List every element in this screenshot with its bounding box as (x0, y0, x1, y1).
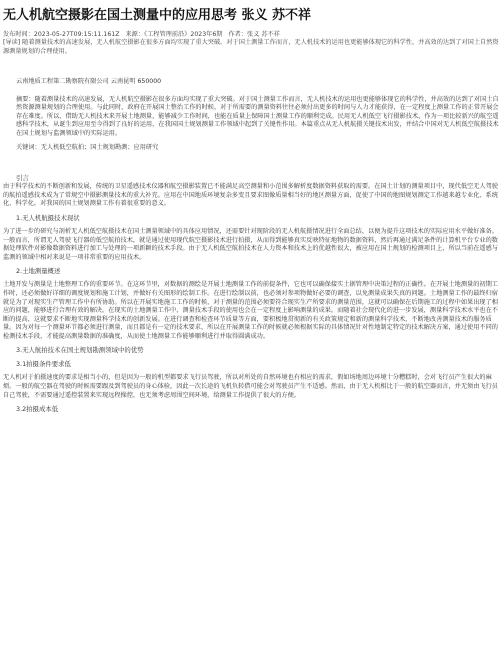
section-heading-2: 2.土地测量概述 (16, 267, 61, 276)
section-heading-3-2: 3.2拍摄成本低 (16, 405, 59, 414)
section-3-1-paragraph: 无人机对于拍摄速度的要求是相当小的，但是因为一般的机型都要求飞行员驾驶，所以对所处的自然环境也有相应的需求，假如场地周边环境十分糟糕时，会对飞行员产生很大的麻烦。一般的航空器在驾驶的时候需要跟及到驾驶员的身心体验，因此一次长途的飞机负转借可能会对驾驶员产生不适感。然而，由于无人机相比于一般的航空器而言，并无须由飞行员自己驾驶，不需要通过遥控装置来实现远程操控，也无须考虑周围空间环境，给测量工作提供了很大的方便。 (3, 374, 498, 399)
article-title: 无人机航空摄影在国土测量中的应用思考 张义 苏不祥 (3, 8, 312, 23)
abstract: 摘要：随着测量技术的高速发展，无人机航空摄影在很多方面均实现了重大突破。对于国土测量工作而言，无人机技术的运用也更能够体现它的科学性，并高效的达到了对国土自然资源测量规划的合理使用。与此同时，政府在开展国土整治工作的时候，对于所需要的测量资料往往必须付出更多的时间与人力才能获得，在一定程度上测量工作的正常开展会存在难度。所以，借助无人机技术来开展土地测量，能够减少工作时间，也能在质量上保障国土测量工作的顺利完成。民用无人机低空飞行摄影技术，作为一项比较新兴的航空遥感科学技术，从诞生到应用至今得到了良好的运用，在我国国土规划测量工作领域中起到了关键性作用。本篇重点从无人机航摄关键技术出发，并结合中国对无人机低空航摄技术在国土规划与监测领域中的实际运用。 (16, 95, 499, 137)
affiliation: 云南地质工程第二勘察院有限公司 云南昆明 650000 (16, 78, 162, 85)
intro-paragraph: 由于科学技术的不断创新和发展，传统的卫星遥感技术仪器和航空摄影装置已不能满足高空测量和小范围多解析度数据资料获取的需要。在国土计划的测量项目中，现代低空无人驾驶的航拍遥感技术成为了常规空中摄影测量技术的重大补充。应用在中国地质环境复杂多变且要求图像质量相当好的地区测量方面，促使了中国的地图规划测定工作越来越专业化、系统化、科学化。对我国的国土规划测量工作有着很重要的意义。 (3, 183, 498, 208)
author: 作者：张义 苏不祥 (228, 31, 280, 38)
publish-time: 发布时间：2023-05-27T09:15:11.161Z (3, 31, 120, 38)
section-2-paragraph: 土地开发与测量是土地整理工作的重要环节。在这环节里，对数据的测绘是开展土地测量工作的前提条件，它也可以确保接实土据管理中决策过程的正确性。在开展土地测量的初期工作时，还必须做好详细的调度规划和施工计划，并做好有关图形的绘制工作。在进行绘制以前，也必须对参项物做好必要的调查，以免测量成果失真的问题。土地测量工作的最终归宿就是为了对现实生产管理工作中有所协助。所以在开展实地施工工作的时候，对于测量的范围必须要符合现实生产所要求的测量范围，这就可以确保在后期施工的过程中如果出现了相应的问题，能够进行合理有效的解决。在现实的土地测量工作中，测量技术手段的使用也会在一定程度上影响测量的成果。而随着社会现代化的进一步发展，测量科学技术水平也在不断的提高，这就要求不断地实现测量科学技术的创新发展。在进行调查和检查环节质量等方面，要积极地贯彻新的有关政策规定和新的测量科学技术，不断地改善测量技术的服务质量。因为对每一个测量环节都必须进行测量，而且都是有一定的技术要求，所以在开展测量工作的时候就必须根据实际的具体情况针对性地制定特定的技术解决方案，通过使用不同的检测技术手段，才能提高测量数据的准确度，从而使土地测量工作能够顺利进行并取得圆满成功。 (3, 281, 498, 340)
section-heading-3: 3.无人航拍技术在国土规划勘测领域中的优势 (16, 346, 144, 355)
source: 来源：《工程管理前沿》2023年6期 (125, 31, 223, 38)
article-meta (3, 30, 499, 39)
section-1-paragraph: 为了进一步的研究与剖析无人机低空航摄技术在国土测量领域中的具体应用情况，还需要针对现阶段的无人机航摄情况进行全面总结，以便为提升这项技术的实际应用水平做好准备。一般而言，所谓无人驾驶飞行器的低空航拍技术，就是通过使用现代航空摄影技术进行拍摄，从而得到能够真实反映特征地物的数据资料，然后再通过满足条件的计算机平台专业的数据处理软件对影像数据资料进行加工与处理的一项新颖的技术手段。由于无人机低空航拍技术在人力资本和技术上的优越性很大，被应用在国土规划的检测项目上，所以当前在遥感与监测的领域中相对来说是一项非常重要的应用技术。 (3, 227, 498, 261)
section-heading-intro: 引言 (16, 174, 29, 183)
section-heading-1: 1.无人机航摄技术现状 (16, 213, 80, 222)
section-heading-3-1: 3.1拍摄条件要求低 (16, 360, 71, 369)
keywords: 关键词：无人机低空航拍；国土规划勘测；应用研究 (16, 143, 159, 151)
lead-abstract: [导读] 随着测量技术的高速发展，无人机航空摄影在很多方面均实现了重大突破。对于国土测量工作而言，无人机技术的运用也更能够体现它的科学性，并高效的达到了对国土自然资源测量规划的合理使用。 (3, 39, 499, 55)
